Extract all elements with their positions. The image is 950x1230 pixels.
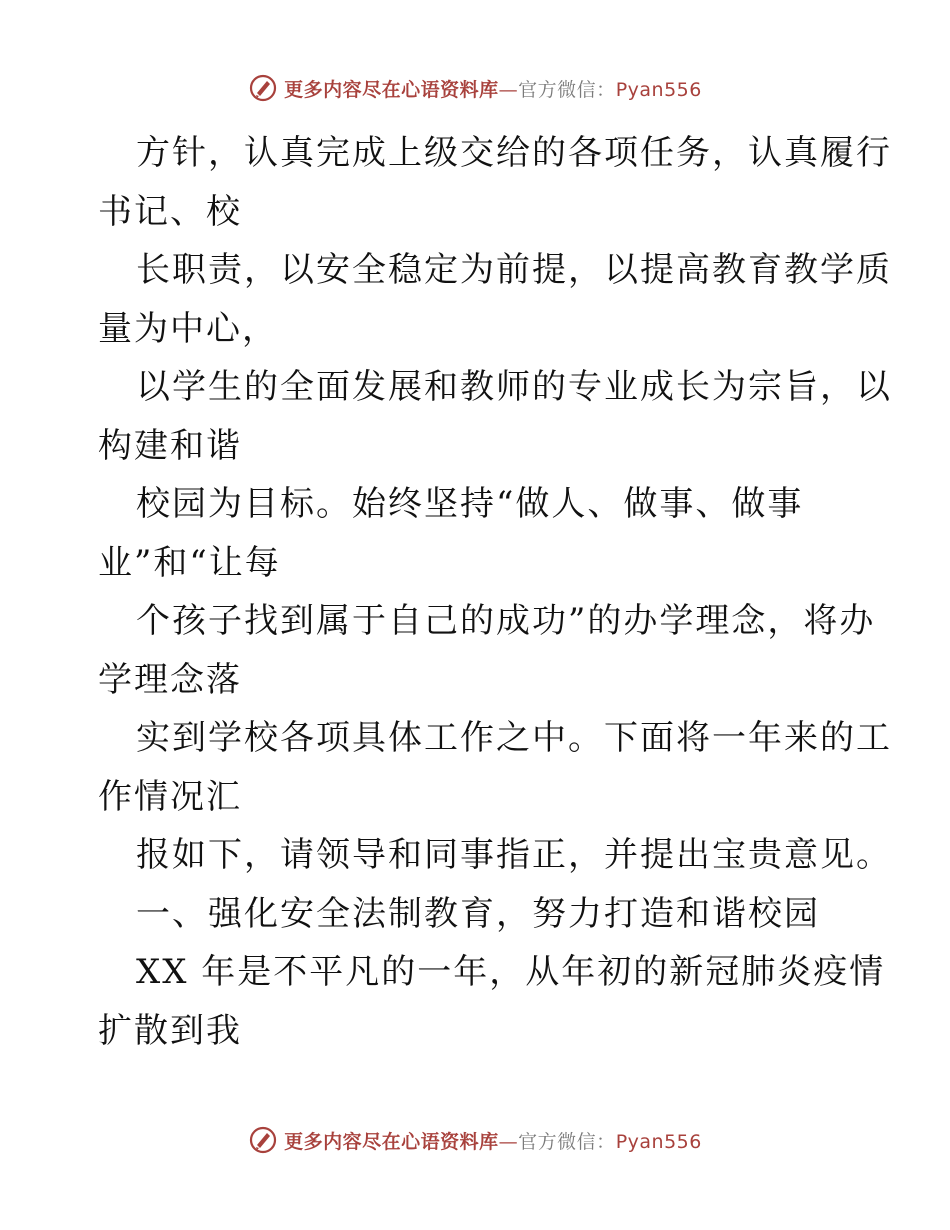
text-line: 长职责，以安全稳定为前提，以提高教育教学质 [136, 250, 892, 290]
text-line: 扩散到我 [98, 1010, 242, 1051]
watermark-brand: 更多内容尽在心语资料库 [284, 1130, 499, 1153]
text-line: 实到学校各项具体工作之中。下面将一年来的工 [136, 718, 892, 758]
text-line: 业”和“让每 [98, 542, 281, 583]
text-line: 量为中心， [98, 308, 278, 349]
text-line: 学理念落 [98, 659, 242, 700]
footer-watermark [0, 1122, 950, 1158]
header-watermark [0, 70, 950, 106]
pen-seal-icon [248, 73, 278, 103]
text-line: 报如下，请领导和同事指正，并提出宝贵意见。 [136, 835, 892, 875]
pen-seal-icon [248, 1125, 278, 1155]
text-line: 方针，认真完成上级交给的各项任务，认真履行 [136, 133, 892, 173]
text-line: 以学生的全面发展和教师的专业成长为宗旨，以 [136, 367, 892, 407]
text-line: 个孩子找到属于自己的成功”的办学理念，将办 [136, 601, 876, 641]
watermark-dash: — [498, 78, 519, 101]
text-line: XX 年是不平凡的一年，从年初的新冠肺炎疫情 [136, 952, 886, 992]
text-line: 构建和谐 [98, 425, 242, 466]
watermark-wechat-id: Pyan556 [615, 1130, 702, 1153]
text-line: 作情况汇 [98, 776, 242, 817]
text-line: 校园为目标。始终坚持“做人、做事、做事 [136, 484, 804, 524]
document-body [98, 124, 892, 1060]
watermark-wechat-label: 官方微信： [518, 1130, 616, 1153]
watermark-brand: 更多内容尽在心语资料库 [284, 78, 499, 101]
watermark-dash: — [498, 1130, 519, 1153]
watermark-text [284, 1127, 702, 1154]
watermark-text [284, 75, 702, 102]
section-heading: 一、强化安全法制教育，努力打造和谐校园 [136, 893, 820, 934]
watermark-wechat-id: Pyan556 [615, 78, 702, 101]
text-line: 书记、校 [98, 191, 242, 232]
watermark-wechat-label: 官方微信： [518, 78, 616, 101]
